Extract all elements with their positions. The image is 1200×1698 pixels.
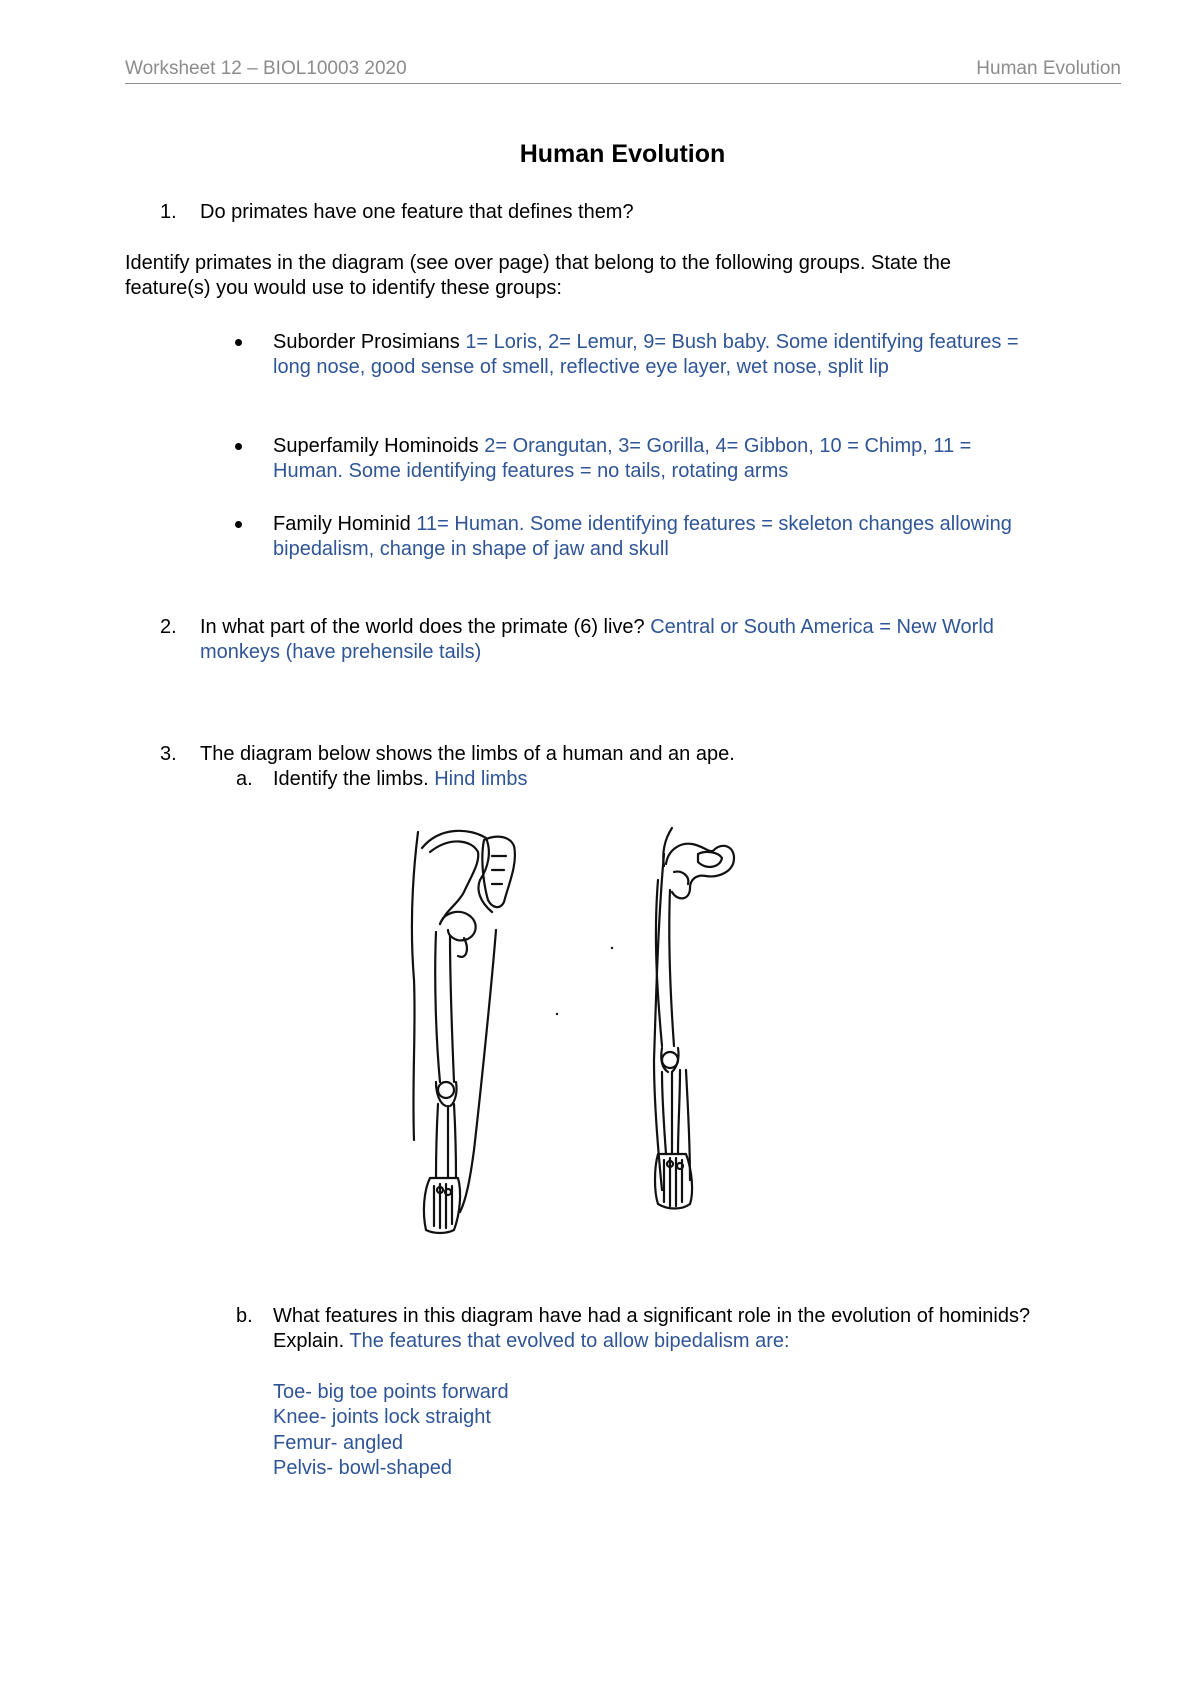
q2-answer-cont: monkeys (have prehensile tails) [200,641,482,663]
group-answer-cont: long nose, good sense of smell, reflective eye layer, wet nose, split lip [273,356,889,378]
header-right: Human Evolution [976,58,1121,79]
q2-number: 2. [160,616,177,638]
q3a-answer: Hind limbs [434,768,528,790]
group-label: Family Hominid [273,513,411,535]
group-label: Suborder Prosimians [273,331,460,353]
group-item-hominoids [273,433,971,459]
feature-item: Femur- angled [273,1432,404,1454]
q2-question: In what part of the world does the primate (6) live? [200,616,645,638]
group-answer: 2= Orangutan, 3= Gorilla, 4= Gibbon, 10 = Chimp, 11 = [484,435,972,457]
q3b-answer-intro: The features that evolved to allow bipedalism are: [349,1330,790,1352]
group-answer-cont: Human. Some identifying features = no tails, rotating arms [273,460,789,482]
q1-number: 1. [160,201,177,223]
q3b-explain: Explain. [273,1330,345,1352]
group-answer-cont: bipedalism, change in shape of jaw and skull [273,538,669,560]
bullet-2 [235,443,242,450]
q3a-text [273,766,528,792]
group-label: Superfamily Hominoids [273,435,479,457]
q3b-question: What features in this diagram have had a significant role in the evolution of hominids? [273,1305,1031,1327]
group-answer: 11= Human. Some identifying features = skeleton changes allowing [416,513,1012,535]
q2-answer: Central or South America = New World [650,616,994,638]
q3b-explain-line [273,1328,790,1354]
group-item-hominid [273,511,1012,537]
limb-diagram [400,820,820,1240]
q3a-question: Identify the limbs. [273,768,429,790]
feature-item: Knee- joints lock straight [273,1406,491,1428]
bullet-3 [235,521,242,528]
page-header [125,55,1121,84]
bullet-1 [235,339,242,346]
page-title: Human Evolution [519,140,726,168]
intro-line-2: feature(s) you would use to identify these groups: [125,277,562,299]
group-item-prosimians [273,329,1019,355]
q2-text [200,614,994,640]
feature-item: Pelvis- bowl-shaped [273,1457,452,1479]
q3-question: The diagram below shows the limbs of a human and an ape. [200,743,735,765]
q1-question: Do primates have one feature that defines them? [200,201,634,223]
ape-hind-limb [654,828,734,1209]
feature-item: Toe- big toe points forward [273,1381,509,1403]
header-left: Worksheet 12 – BIOL10003 2020 [125,58,407,79]
intro-line-1: Identify primates in the diagram (see over page) that belong to the following groups. State the [125,252,952,274]
group-answer: 1= Loris, 2= Lemur, 9= Bush baby. Some identifying features = [465,331,1019,353]
q3a-letter: a. [236,768,253,790]
human-hind-limb [412,831,515,1233]
q3b-letter: b. [236,1305,253,1327]
q3-number: 3. [160,743,177,765]
